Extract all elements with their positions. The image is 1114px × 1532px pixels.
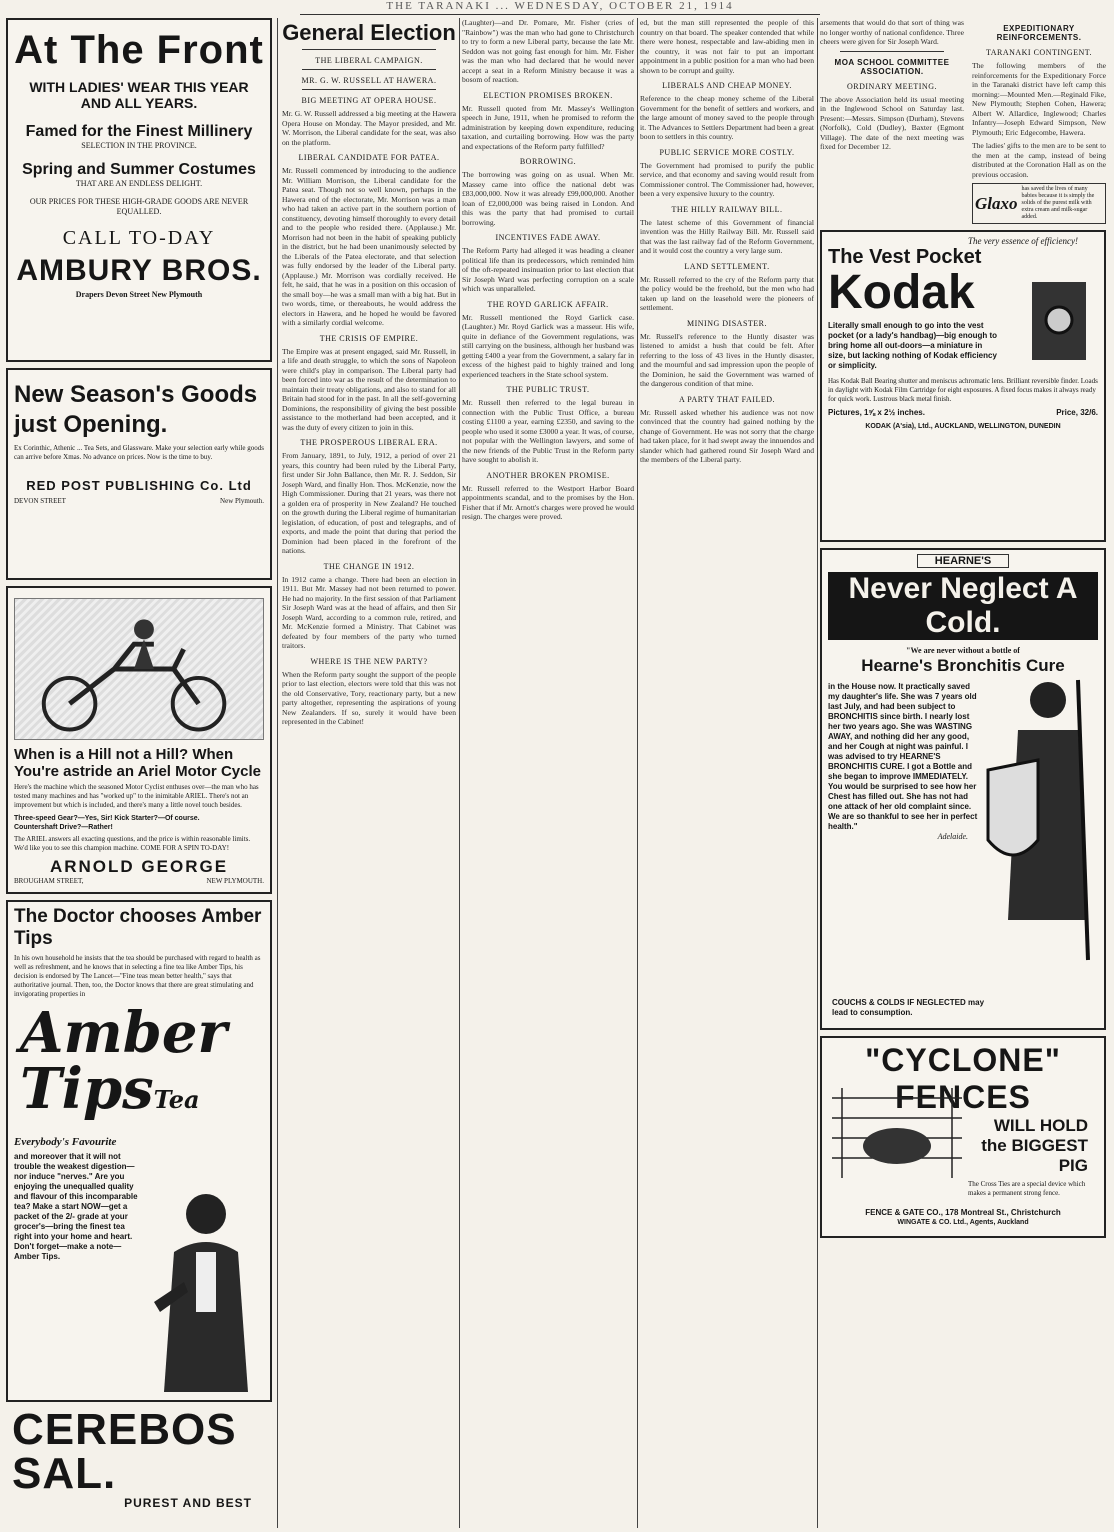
paragraph: The latest scheme of this Government of financial invention was the Hilly Railway Bill. Mr. Russell said that was the last railway fad of the Reform Government, and it would cost the country a very large sum.	[640, 217, 814, 255]
ad-tagline: The very essence of efficiency!	[968, 236, 1078, 246]
ad-town: New Plymouth.	[220, 497, 264, 505]
ad-brand: Hearne's Bronchitis Cure	[861, 656, 1065, 675]
paragraph: Mr. Russell asked whether his audience was not now convinced that the country had gained nothing by the change of Government. He was not sorry that the charge had taken place, for it had swept away the innuendos and slander which had gathered round Sir Joseph Ward and the members of the Liberal party.	[640, 407, 814, 464]
ad-headline: When is a Hill not a Hill? When You're astride an Ariel Motor Cycle	[14, 746, 261, 780]
paragraph: (Laughter)—and Dr. Pomare, Mr. Fisher (cries of "Rainbow") was the man who had gone to Christchurch to try to form a new Liberal party, because the late Mr. Seddon was not going fast enough for him. Mr. Fisher was the man who had declared that he would never accept a seat in a Reform Ministry because it was a bosom of reaction.	[462, 18, 634, 84]
article-column-continued-2	[640, 18, 814, 1524]
ad-brand: Glaxo	[975, 193, 1018, 213]
section-heading: LIBERAL CANDIDATE FOR PATEA.	[298, 153, 440, 162]
section-heading: INCENTIVES FADE AWAY.	[495, 233, 601, 242]
ad-brand: ARNOLD GEORGE	[49, 857, 229, 876]
ad-text: has saved the lives of many babies because it is simply the solids of the purest milk with extra cream and milk-sugar added.	[1021, 186, 1095, 220]
section-heading: THE ROYD GARLICK AFFAIR.	[487, 299, 609, 309]
paragraph: Mr. G. W. Russell addressed a big meeting at the Hawera Opera House on Monday. The Mayor presided, and Mr. W. Morrison, the Liberal candidate for the seat, was also on the platform.	[282, 109, 456, 147]
paragraph: arsements that would do that sort of thing was no longer worthy of national confidence. Three cheers were given for Sir Joseph Ward.	[820, 18, 964, 46]
ad-text: Has Kodak Ball Bearing shutter and meniscus achromatic lens. Brilliant reversible finder. Loads in daylight with Kodak Film Cartridge for eight exposures. A fixed focus makes it always ready for quick work. Lustrous black metal finish.	[828, 377, 1098, 403]
ad-line: THAT ARE AN ENDLESS DELIGHT.	[75, 179, 203, 188]
paragraph: In 1912 came a change. There had been an election in 1911. But Mr. Massey had not been returned to power. He had no majority. In the first session of that Parliament Sir Joseph Ward was at the head of affairs, and then Sir Joseph Ward, according to a common rule, retired, and Mr. McKenzie formed a Ministry. That Cabinet was defeated by four members of the party who turned traitors.	[282, 574, 456, 650]
ad-street: BROUGHAM STREET,	[14, 877, 84, 885]
article-headline: General Election	[282, 20, 456, 45]
ad-headline: At The Front	[14, 28, 264, 72]
ambury-bros-ad	[6, 18, 272, 362]
ad-address: Drapers Devon Street New Plymouth	[75, 290, 203, 299]
paragraph: From January, 1891, to July, 1912, a period of over 21 years, this country had been ruled by the Liberal Party, first under Sir John Ballance, then Mr. R. J. Seddon, Sir Joseph Ward, and finally Hon. Thos. McKenzie, now the High Commissioner. During that 21 years, was there not a golden era of prosperity in New Zealand? He touched on the growth during the Liberal regime of humanitarian legislation, of education, of post and telegraphs, and of exports, and made the point that during that period the Dominion had been placed in the forefront of the nations.	[282, 451, 456, 555]
ad-line: Three-speed Gear?—Yes, Sir! Kick Starter?—Of course.	[14, 815, 200, 822]
ads-column-right	[820, 18, 1106, 1524]
motorcycle-illustration	[14, 598, 264, 740]
ad-line: Spring and Summer Costumes	[22, 161, 256, 178]
ad-headline: Never Neglect A Cold.	[828, 572, 1098, 640]
paragraph: ed, but the man still represented the people of this country on that board. The speaker contended that while there were honest, respectable and law-abiding men in the country, it was not fair to put an important appointment in a public position for a man who had been shown to be corrupt and guilty.	[640, 18, 814, 75]
column-rule	[817, 18, 818, 1528]
section-heading: THE HILLY RAILWAY BILL.	[671, 204, 783, 214]
article-column-continued	[462, 18, 634, 1524]
section-heading: A PARTY THAT FAILED.	[678, 394, 776, 404]
section-heading: BIG MEETING AT OPERA HOUSE.	[301, 96, 437, 105]
ad-text: Literally small enough to go into the vest pocket (or a lady's handbag)—big enough to bring home all out-doors—a miniature in size, but lacking nothing of Kodak efficiency or simplicity.	[828, 321, 998, 370]
ad-sub: "We are never without a bottle of	[906, 646, 1020, 655]
section-heading: BORROWING.	[519, 157, 577, 166]
ad-brand: AMBURY BROS.	[16, 254, 262, 287]
paragraph: The Reform Party had alleged it was heading a cleaner political life than its predecessors, which reminded him of the oft-repeated insinuation prior to last election that Sir Joseph Ward was perfecting corruption on a scale which was unparalleled.	[462, 246, 634, 293]
section-heading: LAND SETTLEMENT.	[684, 261, 770, 271]
paragraph: Reference to the cheap money scheme of the Liberal Government for the benefit of settlers and workers, and the large amount of money saved to the people through it. The Advances to Settlers Department had been a great boon to settlers in this country.	[640, 94, 814, 141]
ad-line: SELECTION IN THE PROVINCE.	[81, 141, 197, 150]
knight-shield-icon	[978, 670, 1098, 970]
section-heading: MR. G. W. RUSSELL AT HAWERA.	[301, 76, 437, 85]
glaxo-ad	[972, 183, 1106, 224]
ad-agent: WINGATE & CO. Ltd., Agents, Auckland	[897, 1219, 1029, 1226]
ad-headline: "CYCLONE" FENCES	[865, 1042, 1061, 1115]
motorcycle-icon	[15, 599, 263, 739]
paragraph: The above Association held its usual meeting in the Inglewood School on Saturday last. Present:—Messrs. Simpson (Durham), Stevens (Norfolk), Cold (Dudley), Baxter (Egmont Village). The date of the next meeting was fixed for December 12.	[820, 94, 964, 151]
ad-brand: RED POST PUBLISHING Co. Ltd	[26, 478, 252, 493]
section-heading: THE PROSPEROUS LIBERAL ERA.	[300, 438, 438, 447]
paragraph: Mr. Russell's reference to the Huntly disaster was listened to amidst a hush that could be felt. After referring to the loss of 43 lives in the Huntly disaster, and the mournful and sad impression upon the people of the Dominion, he said the Government was warned of the dangerous condition of that mine.	[640, 331, 814, 388]
section-heading: THE PUBLIC TRUST.	[506, 385, 590, 394]
amber-tips-logo: Amber TipsTea	[20, 1000, 227, 1122]
amber-tips-ad	[6, 900, 272, 1402]
section-heading: THE LIBERAL CAMPAIGN.	[315, 56, 423, 65]
paragraph: The Empire was at present engaged, said Mr. Russell, in a life and death struggle, to which the sons of Napoleon were child's play in comparison. The Liberal party had been forced into war as the result of the determination to maintain their treaty obligations, and also to stand for all Britain had stood for in the past. In all the self-governing Dominions, the responsibility of giving the best possible assistance to the motherland had been accepted, and it was the duty of every citizen to join in this.	[282, 346, 456, 432]
ad-signature: Adelaide.	[937, 832, 968, 841]
ad-headline: New Season's Goods just Opening.	[14, 381, 258, 438]
ad-tagline: PUREST AND BEST	[124, 1496, 252, 1510]
section-heading: ORDINARY MEETING.	[847, 81, 937, 91]
paragraph: Mr. Russell referred to the Westport Harbor Board appointments scandal, and to the promises by the Hon. Fisher that if Mr. Arnott's charges were proved he would resign. The charges were proved.	[462, 483, 634, 521]
doctor-figure-icon	[144, 1182, 262, 1392]
paragraph: Mr. Russell quoted from Mr. Massey's Wellington speech in June, 1911, when he promised to reform the administration by keeping down expenditure, reducing taxation, and curtailing borrowing. How was the party and expectations of the Reform party fulfilled?	[462, 103, 634, 151]
kodak-ad	[820, 230, 1106, 542]
paragraph: When the Reform party sought the support of the people prior to last election, electors were told that this was not the old Conservative, Tory, reactionary party, but a new party altogether, representing the aspirations of young New Zealanders. If so, surely it would have been represented in the Cabinet!	[282, 669, 456, 726]
article-column-election	[282, 18, 456, 1524]
section-heading: MOA SCHOOL COMMITTEE ASSOCIATION.	[834, 57, 950, 76]
ad-headline: The Vest Pocket	[828, 246, 982, 268]
section-heading: THE CRISIS OF EMPIRE.	[319, 333, 419, 343]
camera-icon	[1024, 276, 1094, 366]
ad-brand: Kodak	[828, 266, 975, 319]
ad-price: Price, 32/6.	[1056, 408, 1098, 417]
ad-tagline: Everybody's Favourite	[14, 1136, 117, 1148]
ad-footer: COUCHS & COLDS IF NEGLECTED may lead to consumption.	[832, 998, 985, 1017]
cerebos-ad	[6, 1405, 272, 1510]
paragraph: Mr. Russell then referred to the legal bureau in connection with the Public Trust Office, a bureau costing £1100 a year, earning £2350, and saving to the people who used it some £3000 a year. It was, of course, not popular with the Wellington lawyers, and some of the new friends of the Public Trust in the Reform party have sought to abolish it.	[462, 398, 634, 464]
section-heading: ANOTHER BROKEN PROMISE.	[486, 470, 610, 480]
ad-line: Countershaft Drive?—Rather!	[14, 824, 113, 831]
section-heading: THE CHANGE IN 1912.	[323, 561, 415, 571]
paragraph: The ladies' gifts to the men are to be sent to the men at the camp, instead of being distributed at the Coronation Hall as on the previous occasion.	[972, 141, 1106, 179]
cyclone-fences-ad	[820, 1036, 1106, 1238]
ad-line: Famed for the Finest Millinery	[25, 123, 253, 140]
section-heading: PUBLIC SERVICE MORE COSTLY.	[659, 147, 795, 157]
paragraph: Mr. Russell commenced by introducing to the audience Mr. William Morrison, the Liberal candidate for the Patea seat. Though not so well known, perhaps in the Hawera end of the electorate, Mr. Morrison was a man who had taken an active part in the southern portion of constituency, devoting himself thoroughly to every detail and to the people who resided there. (Applause.) Mr. Morrison had not been in the habit of speaking publicly in the district, but he had been unanimously selected by the Liberals of the Patea electorate, and that selection was fully endorsed by the leader of the Liberal party. (Applause.) Mr. Morrison was cordially received. He felt, he said, that he was in a position on this occasion of the small boy—he was a small man with a big hat. But in two words, time, or thereabouts, he would address the electors in Hawera, and he hoped he would be favored with a similarly cordial welcome.	[282, 166, 456, 327]
ad-text: in the House now. It practically saved my daughter's life. She was 7 years old last July, and had been subject to BRONCHITIS since birth. I nearly lost her two years ago. She was WASTING AWAY, and nothing did her any good, and her Cough at night was painful. I was advised to try HEARNE'S BRONCHITIS CURE. I got a Bottle and she began to improve IMMEDIATELY. You would be surprised to see how her Chest has filled out. She has not had one attack of her old complaint since. We are so thankful to see her in perfect health."	[828, 682, 978, 831]
ad-sub: WILL HOLD the BIGGEST PIG	[981, 1116, 1088, 1175]
column-rule	[637, 18, 638, 1528]
section-heading: ELECTION PROMISES BROKEN.	[483, 90, 613, 100]
ad-line: WITH LADIES' WEAR THIS YEAR AND ALL YEARS.	[29, 79, 249, 111]
ad-text: and moreover that it will not trouble the weakest digestion—nor induce "nerves." Are you enjoying the unequalled quality and flavour of this incomparable tea? Make a start NOW—get a packet of the 2/- grade at your grocer's—bring the finest tea right into your home and heart. Don't forget—make a note—Amber Tips.	[14, 1152, 138, 1261]
ad-text: In his own household he insists that the tea should be purchased with regard to health as well as refreshment, and he knows that in selecting a fine tea like Amber Tips, his decision is endorsed by The Lancet—"Fine teas mean better health," says that authoritative journal. Then, too, the Doctor knows that there are great stimulating and invigorating properties in	[14, 954, 261, 998]
section-heading: TARANAKI CONTINGENT.	[985, 48, 1093, 57]
column-rule	[277, 18, 278, 1528]
ad-footer: KODAK (A'sia), Ltd., AUCKLAND, WELLINGTON, DUNEDIN	[865, 423, 1061, 430]
ads-column-left	[6, 18, 272, 1524]
newspaper-masthead: THE TARANAKI ... WEDNESDAY, OCTOBER 21, 1914	[300, 0, 820, 15]
ad-line: CALL TO-DAY	[62, 227, 216, 249]
section-heading: EXPEDITIONARY REINFORCEMENTS.	[996, 24, 1082, 42]
ad-footer: FENCE & GATE CO., 178 Montreal St., Christchurch	[865, 1208, 1061, 1217]
ad-text: The Cross Ties are a special device which makes a permanent strong fence.	[968, 1180, 1086, 1197]
column-rule	[459, 18, 460, 1528]
ad-street: DEVON STREET	[14, 497, 66, 505]
ad-label: HEARNE'S	[917, 554, 1009, 568]
red-post-ad	[6, 368, 272, 580]
paragraph: Mr. Russell referred to the cry of the Reform party that the policy would be the freehold, but the men who had taken up land on the leasehold were the pioneers of settlement.	[640, 274, 814, 312]
paragraph: The borrowing was going on as usual. When Mr. Massey came into office the national debt was £83,000,000. Now it was already £99,000,000. Another loan of £2,000,000 was being raised in London. And this was the party that had promised to curtail borrowing.	[462, 170, 634, 227]
pig-fence-icon	[832, 1088, 962, 1178]
ad-text: The ARIEL answers all exacting questions, and the price is within reasonable limits. We'd like you to see this champion machine. COME FOR A SPIN TO-DAY!	[14, 835, 251, 852]
paragraph: Mr. Russell mentioned the Royd Garlick case. (Laughter.) Mr. Royd Garlick was a masseur. His wife, quite in defiance of the Government regulations, was still carrying on the business, although her husband was getting £400 a year from the Government, a salary far in excess of the highest paid to highly trained and long experienced teachers in the State school system.	[462, 312, 634, 379]
section-heading: MINING DISASTER.	[687, 318, 767, 328]
ad-line: OUR PRICES FOR THESE HIGH-GRADE GOODS ARE NEVER EQUALLED.	[29, 197, 249, 216]
paragraph: The following members of the reinforcements for the Expeditionary Force in the Taranaki district have left camp this morning:—Mounted Men.—Reginald Fike, New Plymouth; Stephen Cohen, Hawera; Albert W. Allardice, Inglewood; Charles Infantry—Joseph Edward Simpson, New Plymouth; Eric Edgecombe, Hawera.	[972, 61, 1106, 137]
ad-headline: The Doctor chooses Amber Tips	[14, 906, 262, 949]
ad-brand: CEREBOS SAL.	[12, 1405, 237, 1498]
ariel-motor-cycle-ad	[6, 586, 272, 894]
hearnes-ad	[820, 548, 1106, 1030]
paragraph: The Government had promised to purify the public service, and that economy and saving would result from Commissioner control. The Commissioner had, however, been a very expensive luxury to the country.	[640, 160, 814, 198]
section-heading: LIBERALS AND CHEAP MONEY.	[662, 81, 792, 90]
section-heading: WHERE IS THE NEW PARTY?	[310, 656, 428, 666]
ad-detail: Pictures, 1⅝ x 2½ inches.	[828, 408, 925, 417]
ad-town: NEW PLYMOUTH.	[206, 877, 264, 885]
ad-text: Here's the machine which the seasoned Motor Cyclist enthuses over—the man who has tested many machines and has "worked up" to the inimitable ARIEL. There's not an improvement but which is included, and there's many a little novel touch besides.	[14, 783, 259, 809]
ad-text: Ex Corinthic, Athenic ... Tea Sets, and Glassware. Make your selection early while goods can arrive before Xmas. No advance on prices. Now is the time to buy.	[14, 444, 264, 461]
